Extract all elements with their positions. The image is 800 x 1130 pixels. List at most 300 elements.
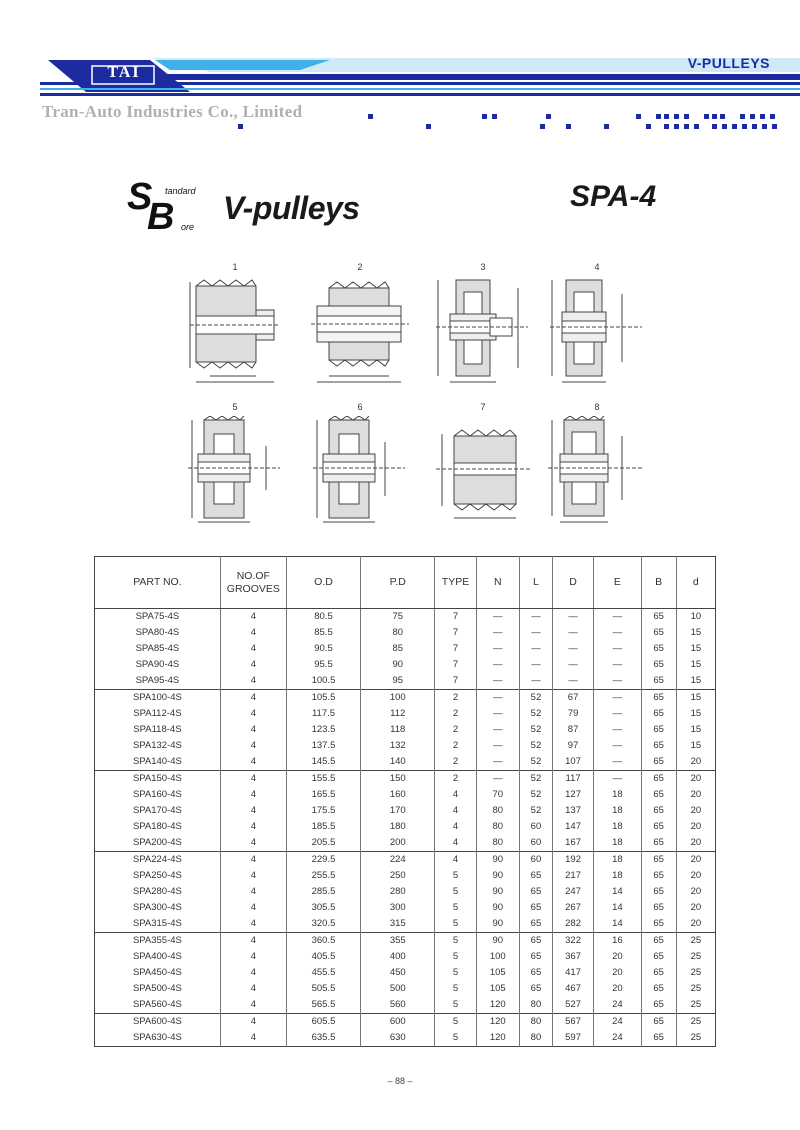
cell-pd: 560 bbox=[361, 997, 435, 1014]
cell-grooves: 4 bbox=[220, 641, 286, 657]
cell-d-lower: 20 bbox=[676, 835, 715, 852]
table-row bbox=[95, 965, 716, 981]
cell-d-lower: 10 bbox=[676, 609, 715, 626]
pulley-type-3-drawing bbox=[428, 276, 538, 386]
cell-e: 18 bbox=[594, 852, 641, 869]
pulley-diagram-6 bbox=[305, 402, 415, 532]
cell-type: 7 bbox=[435, 673, 476, 690]
cell-n: 90 bbox=[476, 884, 519, 900]
cell-pd: 150 bbox=[361, 771, 435, 788]
cell-grooves: 4 bbox=[220, 738, 286, 754]
cell-part-no: SPA180-4S bbox=[132, 821, 182, 832]
cell-od: 305.5 bbox=[286, 900, 360, 916]
cell-d-upper: — bbox=[552, 673, 593, 690]
pulley-diagram-1 bbox=[180, 262, 290, 392]
cell-grooves: 4 bbox=[220, 690, 286, 707]
cell-d-upper: — bbox=[552, 657, 593, 673]
table-row bbox=[95, 997, 716, 1014]
cell-type: 2 bbox=[435, 706, 476, 722]
cell-d-lower: 25 bbox=[676, 965, 715, 981]
pulley-type-8-drawing bbox=[542, 416, 652, 526]
company-name: Tran-Auto Industries Co., Limited bbox=[42, 102, 303, 121]
table-row bbox=[95, 852, 716, 869]
cell-od: 285.5 bbox=[286, 884, 360, 900]
cell-d-lower: 15 bbox=[676, 641, 715, 657]
cell-l: 65 bbox=[519, 965, 552, 981]
cell-l: — bbox=[519, 641, 552, 657]
cell-d-lower: 15 bbox=[676, 738, 715, 754]
table-row bbox=[95, 706, 716, 722]
cell-type: 5 bbox=[435, 949, 476, 965]
cell-e: 18 bbox=[594, 868, 641, 884]
cell-od: 455.5 bbox=[286, 965, 360, 981]
cell-d-lower: 15 bbox=[676, 625, 715, 641]
cell-d-upper: 467 bbox=[552, 981, 593, 997]
cell-part-no: SPA75-4S bbox=[135, 611, 180, 622]
table-row bbox=[95, 738, 716, 754]
cell-e: — bbox=[594, 673, 641, 690]
catalog-title bbox=[125, 176, 685, 240]
cell-type: 7 bbox=[435, 657, 476, 673]
cell-l: — bbox=[519, 673, 552, 690]
cell-l: 52 bbox=[519, 754, 552, 771]
cell-od: 185.5 bbox=[286, 819, 360, 835]
cell-d-lower: 20 bbox=[676, 803, 715, 819]
cell-pd: 450 bbox=[361, 965, 435, 981]
cell-type: 2 bbox=[435, 738, 476, 754]
cell-part-no: SPA132-4S bbox=[132, 740, 182, 751]
cell-d-lower: 20 bbox=[676, 852, 715, 869]
cell-od: 117.5 bbox=[286, 706, 360, 722]
cell-b: 65 bbox=[641, 690, 676, 707]
cell-type: 2 bbox=[435, 690, 476, 707]
cell-pd: 315 bbox=[361, 916, 435, 933]
table-row bbox=[95, 933, 716, 950]
cell-e: 24 bbox=[594, 997, 641, 1014]
cell-pd: 280 bbox=[361, 884, 435, 900]
pulley-diagram-5 bbox=[180, 402, 290, 532]
cell-d-upper: 97 bbox=[552, 738, 593, 754]
table-row bbox=[95, 771, 716, 788]
cell-b: 65 bbox=[641, 868, 676, 884]
table-row bbox=[95, 916, 716, 933]
product-title: V-pulleys bbox=[223, 190, 360, 226]
cell-d-lower: 15 bbox=[676, 706, 715, 722]
cell-pd: 118 bbox=[361, 722, 435, 738]
diagram-number: 3 bbox=[480, 262, 486, 272]
cell-d-upper: 87 bbox=[552, 722, 593, 738]
cell-grooves: 4 bbox=[220, 1014, 286, 1031]
cell-e: 18 bbox=[594, 787, 641, 803]
cell-type: 7 bbox=[435, 641, 476, 657]
pulley-type-6-drawing bbox=[305, 416, 415, 526]
cell-grooves: 4 bbox=[220, 754, 286, 771]
table-row bbox=[95, 722, 716, 738]
cell-grooves: 4 bbox=[220, 900, 286, 916]
table-row bbox=[95, 835, 716, 852]
cell-grooves: 4 bbox=[220, 933, 286, 950]
cell-grooves: 4 bbox=[220, 949, 286, 965]
cell-e: — bbox=[594, 771, 641, 788]
cell-n: 120 bbox=[476, 1014, 519, 1031]
cell-od: 405.5 bbox=[286, 949, 360, 965]
cell-grooves: 4 bbox=[220, 673, 286, 690]
cell-b: 65 bbox=[641, 852, 676, 869]
cell-b: 65 bbox=[641, 706, 676, 722]
col-header-grooves: NO.OF GROOVES bbox=[220, 557, 286, 609]
logo-tandard: tandard bbox=[165, 186, 196, 196]
logo-letter-s: S bbox=[127, 176, 153, 218]
cell-l: 65 bbox=[519, 933, 552, 950]
cell-n: 90 bbox=[476, 868, 519, 884]
table-row bbox=[95, 868, 716, 884]
cell-od: 505.5 bbox=[286, 981, 360, 997]
cell-l: 60 bbox=[519, 819, 552, 835]
cell-b: 65 bbox=[641, 1030, 676, 1047]
cell-d-lower: 20 bbox=[676, 868, 715, 884]
cell-pd: 200 bbox=[361, 835, 435, 852]
cell-part-no: SPA170-4S bbox=[132, 805, 182, 816]
cell-pd: 300 bbox=[361, 900, 435, 916]
cell-l: 65 bbox=[519, 981, 552, 997]
cell-grooves: 4 bbox=[220, 609, 286, 626]
cell-e: 20 bbox=[594, 965, 641, 981]
cell-e: — bbox=[594, 722, 641, 738]
cell-d-upper: 79 bbox=[552, 706, 593, 722]
cell-b: 65 bbox=[641, 997, 676, 1014]
cell-n: — bbox=[476, 754, 519, 771]
cell-d-lower: 20 bbox=[676, 819, 715, 835]
cell-od: 105.5 bbox=[286, 690, 360, 707]
cell-l: 80 bbox=[519, 1014, 552, 1031]
cell-n: 90 bbox=[476, 916, 519, 933]
cell-type: 5 bbox=[435, 1014, 476, 1031]
cell-part-no: SPA315-4S bbox=[132, 918, 182, 929]
cell-pd: 85 bbox=[361, 641, 435, 657]
cell-b: 65 bbox=[641, 738, 676, 754]
cell-n: — bbox=[476, 641, 519, 657]
cell-od: 100.5 bbox=[286, 673, 360, 690]
cell-grooves: 4 bbox=[220, 884, 286, 900]
table-row bbox=[95, 609, 716, 626]
cell-pd: 75 bbox=[361, 609, 435, 626]
cell-od: 360.5 bbox=[286, 933, 360, 950]
diagram-number: 2 bbox=[357, 262, 363, 272]
cell-n: 80 bbox=[476, 803, 519, 819]
cell-grooves: 4 bbox=[220, 657, 286, 673]
cell-b: 65 bbox=[641, 771, 676, 788]
cell-d-upper: 107 bbox=[552, 754, 593, 771]
cell-n: 120 bbox=[476, 997, 519, 1014]
cell-n: 90 bbox=[476, 900, 519, 916]
cell-d-upper: — bbox=[552, 609, 593, 626]
cell-d-lower: 25 bbox=[676, 997, 715, 1014]
pulley-type-5-drawing bbox=[180, 416, 290, 526]
cell-n: — bbox=[476, 625, 519, 641]
cell-pd: 250 bbox=[361, 868, 435, 884]
cell-l: 65 bbox=[519, 868, 552, 884]
diagram-number: 4 bbox=[594, 262, 600, 272]
cell-part-no: SPA112-4S bbox=[133, 708, 182, 719]
cell-n: 105 bbox=[476, 981, 519, 997]
cell-d-upper: 117 bbox=[552, 771, 593, 788]
cell-pd: 132 bbox=[361, 738, 435, 754]
cell-n: — bbox=[476, 690, 519, 707]
pulley-diagram-8 bbox=[542, 402, 652, 532]
cell-l: 52 bbox=[519, 706, 552, 722]
cell-d-upper: 367 bbox=[552, 949, 593, 965]
cell-od: 175.5 bbox=[286, 803, 360, 819]
cell-grooves: 4 bbox=[220, 868, 286, 884]
cell-grooves: 4 bbox=[220, 722, 286, 738]
logo-letter-b: B bbox=[147, 196, 175, 238]
cell-type: 4 bbox=[435, 852, 476, 869]
cell-type: 7 bbox=[435, 609, 476, 626]
cell-type: 5 bbox=[435, 1030, 476, 1047]
cell-e: — bbox=[594, 690, 641, 707]
cell-d-lower: 15 bbox=[676, 690, 715, 707]
cell-e: 14 bbox=[594, 900, 641, 916]
cell-part-no: SPA85-4S bbox=[135, 643, 180, 654]
cell-type: 5 bbox=[435, 900, 476, 916]
cell-d-upper: 137 bbox=[552, 803, 593, 819]
cell-d-upper: 417 bbox=[552, 965, 593, 981]
cell-type: 4 bbox=[435, 835, 476, 852]
diagram-number: 5 bbox=[232, 402, 238, 412]
cell-part-no: SPA300-4S bbox=[132, 902, 182, 913]
cell-d-upper: — bbox=[552, 641, 593, 657]
cell-b: 65 bbox=[641, 787, 676, 803]
cell-d-upper: 597 bbox=[552, 1030, 593, 1047]
cell-b: 65 bbox=[641, 657, 676, 673]
cell-d-upper: 527 bbox=[552, 997, 593, 1014]
cell-d-upper: 127 bbox=[552, 787, 593, 803]
cell-part-no: SPA80-4S bbox=[135, 627, 180, 638]
cell-od: 95.5 bbox=[286, 657, 360, 673]
cell-b: 65 bbox=[641, 803, 676, 819]
cell-part-no: SPA160-4S bbox=[132, 789, 182, 800]
cell-type: 2 bbox=[435, 771, 476, 788]
cell-e: 24 bbox=[594, 1030, 641, 1047]
cell-n: 80 bbox=[476, 819, 519, 835]
cell-grooves: 4 bbox=[220, 965, 286, 981]
cell-od: 145.5 bbox=[286, 754, 360, 771]
cell-type: 5 bbox=[435, 981, 476, 997]
cell-pd: 170 bbox=[361, 803, 435, 819]
page-number: – 88 – bbox=[387, 1076, 413, 1086]
cell-e: 20 bbox=[594, 981, 641, 997]
cell-part-no: SPA500-4S bbox=[132, 983, 182, 994]
cell-pd: 100 bbox=[361, 690, 435, 707]
cell-pd: 160 bbox=[361, 787, 435, 803]
cell-part-no: SPA140-4S bbox=[132, 756, 182, 767]
cell-d-lower: 25 bbox=[676, 1030, 715, 1047]
cell-d-upper: 217 bbox=[552, 868, 593, 884]
pulley-diagram-4 bbox=[542, 262, 652, 392]
table-row bbox=[95, 690, 716, 707]
col-header-part-no: PART NO. bbox=[95, 557, 221, 609]
cell-grooves: 4 bbox=[220, 835, 286, 852]
cell-d-upper: — bbox=[552, 625, 593, 641]
cell-type: 5 bbox=[435, 997, 476, 1014]
cell-b: 65 bbox=[641, 916, 676, 933]
cell-grooves: 4 bbox=[220, 771, 286, 788]
cell-b: 65 bbox=[641, 965, 676, 981]
cell-d-lower: 25 bbox=[676, 1014, 715, 1031]
col-header-e: E bbox=[594, 557, 641, 609]
cell-grooves: 4 bbox=[220, 803, 286, 819]
cell-l: 52 bbox=[519, 722, 552, 738]
table-row bbox=[95, 625, 716, 641]
cell-type: 4 bbox=[435, 803, 476, 819]
table-row bbox=[95, 1030, 716, 1047]
cell-e: 16 bbox=[594, 933, 641, 950]
cell-type: 4 bbox=[435, 787, 476, 803]
cell-pd: 600 bbox=[361, 1014, 435, 1031]
cell-e: 18 bbox=[594, 819, 641, 835]
cell-n: 120 bbox=[476, 1030, 519, 1047]
cell-grooves: 4 bbox=[220, 981, 286, 997]
table-row bbox=[95, 803, 716, 819]
cell-n: — bbox=[476, 673, 519, 690]
cell-pd: 224 bbox=[361, 852, 435, 869]
cell-l: 52 bbox=[519, 803, 552, 819]
cell-e: 18 bbox=[594, 835, 641, 852]
cell-pd: 112 bbox=[361, 706, 435, 722]
section-title: V-PULLEYS bbox=[687, 55, 770, 71]
pulley-type-1-drawing bbox=[180, 276, 290, 386]
cell-l: 65 bbox=[519, 916, 552, 933]
cell-part-no: SPA600-4S bbox=[95, 1014, 221, 1031]
cell-d-lower: 15 bbox=[676, 673, 715, 690]
cell-part-no: SPA224-4S bbox=[95, 852, 221, 869]
cell-d-upper: 167 bbox=[552, 835, 593, 852]
cell-d-upper: 147 bbox=[552, 819, 593, 835]
cell-grooves: 4 bbox=[220, 916, 286, 933]
cell-type: 2 bbox=[435, 754, 476, 771]
diagram-number: 6 bbox=[357, 402, 363, 412]
cell-b: 65 bbox=[641, 722, 676, 738]
cell-b: 65 bbox=[641, 819, 676, 835]
cell-b: 65 bbox=[641, 641, 676, 657]
table-header-row bbox=[95, 557, 716, 609]
table-row bbox=[95, 884, 716, 900]
table-row bbox=[95, 673, 716, 690]
table-body bbox=[95, 609, 716, 1047]
cell-e: — bbox=[594, 609, 641, 626]
cell-d-lower: 20 bbox=[676, 884, 715, 900]
spec-table bbox=[94, 556, 716, 1047]
sb-logo bbox=[125, 176, 225, 238]
cell-d-upper: 247 bbox=[552, 884, 593, 900]
pulley-diagram-7 bbox=[428, 402, 538, 532]
cell-od: 605.5 bbox=[286, 1014, 360, 1031]
cell-l: 52 bbox=[519, 738, 552, 754]
cell-pd: 630 bbox=[361, 1030, 435, 1047]
cell-od: 320.5 bbox=[286, 916, 360, 933]
table-row bbox=[95, 641, 716, 657]
cell-d-lower: 20 bbox=[676, 916, 715, 933]
cell-b: 65 bbox=[641, 754, 676, 771]
cell-e: — bbox=[594, 657, 641, 673]
cell-e: 14 bbox=[594, 884, 641, 900]
cell-e: 20 bbox=[594, 949, 641, 965]
pulley-type-4-drawing bbox=[542, 276, 652, 386]
diagram-number: 1 bbox=[232, 262, 238, 272]
cell-od: 165.5 bbox=[286, 787, 360, 803]
cell-type: 5 bbox=[435, 933, 476, 950]
page-header bbox=[0, 0, 800, 140]
cell-n: 105 bbox=[476, 965, 519, 981]
cell-l: 65 bbox=[519, 884, 552, 900]
cell-b: 65 bbox=[641, 981, 676, 997]
cell-b: 65 bbox=[641, 949, 676, 965]
cell-part-no: SPA355-4S bbox=[95, 933, 221, 950]
col-header-type: TYPE bbox=[435, 557, 476, 609]
cell-b: 65 bbox=[641, 609, 676, 626]
spec-table-wrapper bbox=[94, 556, 716, 1047]
cell-n: — bbox=[476, 706, 519, 722]
pulley-diagram-3 bbox=[428, 262, 538, 392]
cell-n: — bbox=[476, 771, 519, 788]
cell-n: 90 bbox=[476, 852, 519, 869]
table-row bbox=[95, 787, 716, 803]
cell-d-lower: 20 bbox=[676, 900, 715, 916]
cell-l: 52 bbox=[519, 690, 552, 707]
cell-e: 14 bbox=[594, 916, 641, 933]
cell-b: 65 bbox=[641, 835, 676, 852]
table-row bbox=[95, 949, 716, 965]
cell-type: 2 bbox=[435, 722, 476, 738]
cell-d-lower: 15 bbox=[676, 657, 715, 673]
cell-pd: 500 bbox=[361, 981, 435, 997]
cell-part-no: SPA100-4S bbox=[95, 690, 221, 707]
cell-n: 90 bbox=[476, 933, 519, 950]
cell-type: 5 bbox=[435, 884, 476, 900]
cell-grooves: 4 bbox=[220, 819, 286, 835]
cell-part-no: SPA450-4S bbox=[132, 967, 182, 978]
pulley-diagrams bbox=[180, 262, 650, 532]
cell-l: 80 bbox=[519, 1030, 552, 1047]
cell-od: 137.5 bbox=[286, 738, 360, 754]
cell-od: 565.5 bbox=[286, 997, 360, 1014]
cell-d-upper: 67 bbox=[552, 690, 593, 707]
cell-d-lower: 20 bbox=[676, 754, 715, 771]
cell-type: 5 bbox=[435, 868, 476, 884]
col-header-d-lower: d bbox=[676, 557, 715, 609]
cell-pd: 80 bbox=[361, 625, 435, 641]
cell-e: — bbox=[594, 641, 641, 657]
cell-l: 52 bbox=[519, 771, 552, 788]
cell-pd: 400 bbox=[361, 949, 435, 965]
cell-od: 90.5 bbox=[286, 641, 360, 657]
cell-b: 65 bbox=[641, 933, 676, 950]
cell-od: 635.5 bbox=[286, 1030, 360, 1047]
cell-part-no: SPA560-4S bbox=[132, 999, 182, 1010]
cell-e: — bbox=[594, 625, 641, 641]
col-header-n: N bbox=[476, 557, 519, 609]
cell-e: — bbox=[594, 738, 641, 754]
cell-d-lower: 15 bbox=[676, 722, 715, 738]
cell-od: 123.5 bbox=[286, 722, 360, 738]
col-header-od: O.D bbox=[286, 557, 360, 609]
cell-d-upper: 192 bbox=[552, 852, 593, 869]
col-header-d-upper: D bbox=[552, 557, 593, 609]
cell-l: 65 bbox=[519, 949, 552, 965]
cell-l: 65 bbox=[519, 900, 552, 916]
cell-od: 229.5 bbox=[286, 852, 360, 869]
cell-n: — bbox=[476, 609, 519, 626]
